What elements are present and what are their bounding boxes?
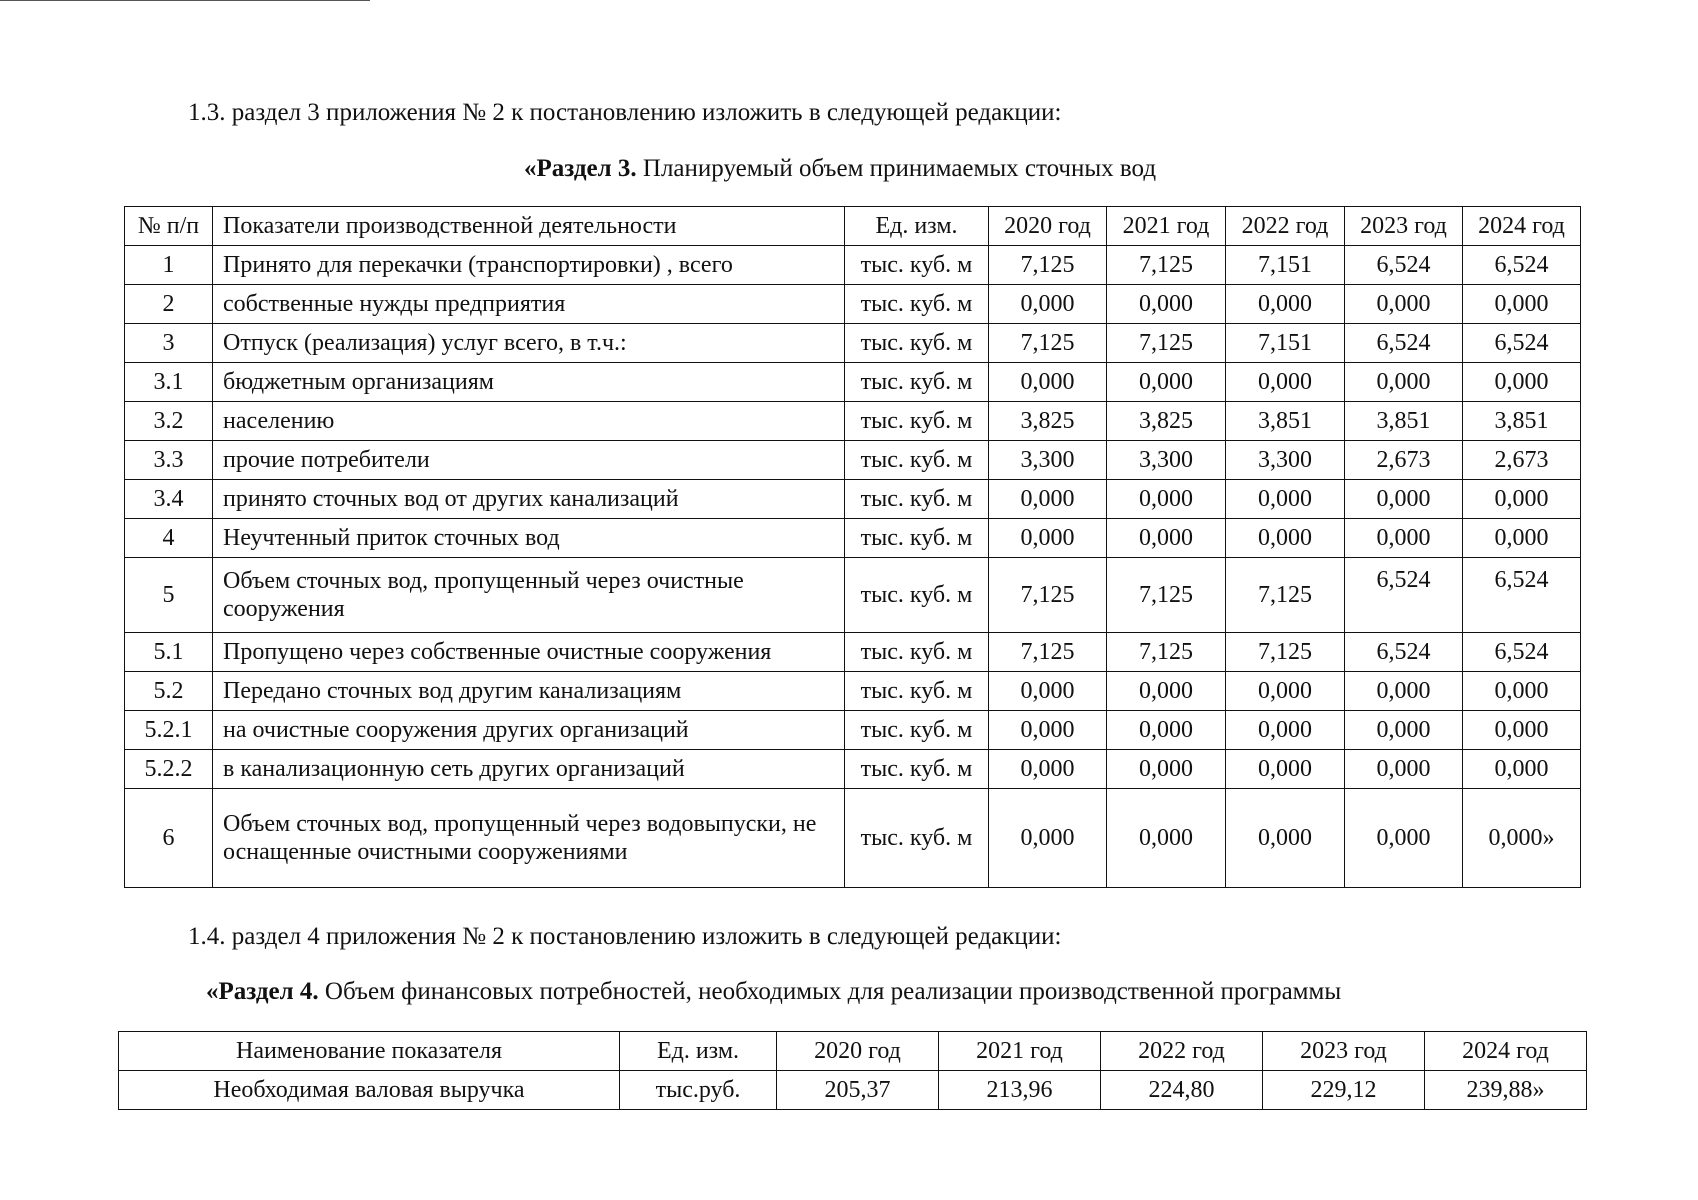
value-2024: 2,673 (1463, 441, 1581, 480)
row-unit: тыс. куб. м (845, 324, 989, 363)
value-2022: 0,000 (1226, 789, 1345, 888)
scan-artifact-line (0, 0, 370, 1)
value-2021: 7,125 (1107, 324, 1226, 363)
header-indicator-name: Наименование показателя (119, 1032, 620, 1071)
value-2024: 6,524 (1463, 558, 1581, 633)
value-2022: 7,125 (1226, 633, 1345, 672)
row-unit: тыс.руб. (620, 1071, 777, 1110)
row-unit: тыс. куб. м (845, 633, 989, 672)
value-2024: 239,88» (1425, 1071, 1587, 1110)
table-row (125, 480, 1581, 519)
row-name: в канализационную сеть других организаций (213, 750, 845, 789)
row-unit: тыс. куб. м (845, 246, 989, 285)
table-row (125, 285, 1581, 324)
row-num: 3.1 (125, 363, 213, 402)
value-2022: 7,151 (1226, 246, 1345, 285)
value-2023: 0,000 (1345, 789, 1463, 888)
row-unit: тыс. куб. м (845, 711, 989, 750)
header-unit: Ед. изм. (845, 207, 989, 246)
value-2020: 205,37 (777, 1071, 939, 1110)
value-2020: 0,000 (989, 672, 1107, 711)
header-2023: 2023 год (1263, 1032, 1425, 1071)
value-2021: 0,000 (1107, 750, 1226, 789)
section-4-title (206, 977, 1341, 1007)
value-2024: 0,000 (1463, 750, 1581, 789)
value-2020: 3,300 (989, 441, 1107, 480)
table-row (125, 441, 1581, 480)
value-2021: 0,000 (1107, 285, 1226, 324)
row-name: на очистные сооружения других организаций (213, 711, 845, 750)
section-3-title-bold: «Раздел 3. (524, 155, 637, 182)
value-2023: 6,524 (1345, 324, 1463, 363)
value-2020: 0,000 (989, 285, 1107, 324)
row-num: 5.1 (125, 633, 213, 672)
table-row (125, 750, 1581, 789)
value-2020: 0,000 (989, 711, 1107, 750)
table-row (125, 402, 1581, 441)
value-2020: 7,125 (989, 558, 1107, 633)
value-2021: 0,000 (1107, 711, 1226, 750)
value-2023: 2,673 (1345, 441, 1463, 480)
value-2020: 7,125 (989, 246, 1107, 285)
section-1-3-paragraph: 1.3. раздел 3 приложения № 2 к постановлению изложить в следующей редакции: (188, 99, 1062, 126)
header-2022: 2022 год (1101, 1032, 1263, 1071)
table-header-row (119, 1032, 1587, 1071)
value-2023: 0,000 (1345, 480, 1463, 519)
header-2024: 2024 год (1463, 207, 1581, 246)
value-2022: 0,000 (1226, 363, 1345, 402)
table-row (125, 246, 1581, 285)
row-num: 6 (125, 789, 213, 888)
value-2021: 3,825 (1107, 402, 1226, 441)
row-name: собственные нужды предприятия (213, 285, 845, 324)
row-name: Пропущено через собственные очистные сооружения (213, 633, 845, 672)
section-1-4-paragraph: 1.4. раздел 4 приложения № 2 к постановлению изложить в следующей редакции: (188, 923, 1062, 950)
value-2024: 6,524 (1463, 246, 1581, 285)
table-row (119, 1071, 1587, 1110)
header-2021: 2021 год (939, 1032, 1101, 1071)
value-2021: 213,96 (939, 1071, 1101, 1110)
header-2020: 2020 год (777, 1032, 939, 1071)
header-2024: 2024 год (1425, 1032, 1587, 1071)
table-row (125, 363, 1581, 402)
row-name: принято сточных вод от других канализаций (213, 480, 845, 519)
row-num: 5.2 (125, 672, 213, 711)
value-2021: 0,000 (1107, 480, 1226, 519)
row-num: 3.4 (125, 480, 213, 519)
header-2020: 2020 год (989, 207, 1107, 246)
value-2024: 0,000 (1463, 672, 1581, 711)
row-unit: тыс. куб. м (845, 402, 989, 441)
value-2023: 0,000 (1345, 711, 1463, 750)
header-unit: Ед. изм. (620, 1032, 777, 1071)
value-2023: 3,851 (1345, 402, 1463, 441)
value-2024: 0,000 (1463, 285, 1581, 324)
financial-needs-table (118, 1031, 1587, 1110)
table-row (125, 789, 1581, 888)
row-num: 5 (125, 558, 213, 633)
value-2021: 7,125 (1107, 558, 1226, 633)
section-3-title-text: Планируемый объем принимаемых сточных вод (636, 155, 1157, 182)
row-num: 3 (125, 324, 213, 363)
table-row (125, 324, 1581, 363)
value-2022: 0,000 (1226, 672, 1345, 711)
section-4-title-text: Объем финансовых потребностей, необходимых для реализации производственной программы (318, 978, 1342, 1005)
row-name: прочие потребители (213, 441, 845, 480)
row-num: 4 (125, 519, 213, 558)
table-header-row (125, 207, 1581, 246)
row-unit: тыс. куб. м (845, 519, 989, 558)
header-2021: 2021 год (1107, 207, 1226, 246)
value-2024: 0,000 (1463, 711, 1581, 750)
value-2023: 229,12 (1263, 1071, 1425, 1110)
value-2022: 0,000 (1226, 750, 1345, 789)
value-2021: 7,125 (1107, 633, 1226, 672)
value-2020: 0,000 (989, 480, 1107, 519)
row-name: Объем сточных вод, пропущенный через очистные сооружения (213, 558, 845, 633)
row-name: Объем сточных вод, пропущенный через водовыпуски, не оснащенные очистными сооружениями (213, 789, 845, 888)
value-2021: 0,000 (1107, 363, 1226, 402)
value-2023: 0,000 (1345, 750, 1463, 789)
value-2021: 0,000 (1107, 789, 1226, 888)
row-unit: тыс. куб. м (845, 363, 989, 402)
wastewater-volume-table (124, 206, 1581, 888)
row-num: 5.2.2 (125, 750, 213, 789)
row-name: Необходимая валовая выручка (119, 1071, 620, 1110)
row-num: 3.2 (125, 402, 213, 441)
value-2023: 6,524 (1345, 246, 1463, 285)
value-2022: 0,000 (1226, 480, 1345, 519)
value-2024: 0,000 (1463, 363, 1581, 402)
row-unit: тыс. куб. м (845, 750, 989, 789)
header-2022: 2022 год (1226, 207, 1345, 246)
value-2022: 0,000 (1226, 519, 1345, 558)
row-unit: тыс. куб. м (845, 480, 989, 519)
table-row (125, 633, 1581, 672)
row-unit: тыс. куб. м (845, 558, 989, 633)
value-2023: 0,000 (1345, 672, 1463, 711)
value-2022: 0,000 (1226, 711, 1345, 750)
value-2020: 0,000 (989, 363, 1107, 402)
value-2024: 0,000» (1463, 789, 1581, 888)
value-2023: 6,524 (1345, 558, 1463, 633)
row-unit: тыс. куб. м (845, 441, 989, 480)
row-name: населению (213, 402, 845, 441)
value-2020: 0,000 (989, 519, 1107, 558)
section-4-title-bold: «Раздел 4. (206, 978, 319, 1005)
row-name: бюджетным организациям (213, 363, 845, 402)
value-2024: 6,524 (1463, 324, 1581, 363)
value-2020: 0,000 (989, 789, 1107, 888)
row-name: Передано сточных вод другим канализациям (213, 672, 845, 711)
value-2024: 0,000 (1463, 480, 1581, 519)
header-indicator: Показатели производственной деятельности (213, 207, 845, 246)
value-2021: 0,000 (1107, 519, 1226, 558)
value-2020: 3,825 (989, 402, 1107, 441)
row-name: Принято для перекачки (транспортировки) , всего (213, 246, 845, 285)
value-2022: 3,851 (1226, 402, 1345, 441)
row-name: Отпуск (реализация) услуг всего, в т.ч.: (213, 324, 845, 363)
value-2024: 3,851 (1463, 402, 1581, 441)
value-2024: 0,000 (1463, 519, 1581, 558)
row-unit: тыс. куб. м (845, 789, 989, 888)
header-2023: 2023 год (1345, 207, 1463, 246)
value-2023: 0,000 (1345, 519, 1463, 558)
row-num: 2 (125, 285, 213, 324)
value-2021: 3,300 (1107, 441, 1226, 480)
row-unit: тыс. куб. м (845, 672, 989, 711)
value-2021: 7,125 (1107, 246, 1226, 285)
value-2020: 7,125 (989, 324, 1107, 363)
row-unit: тыс. куб. м (845, 285, 989, 324)
value-2022: 7,125 (1226, 558, 1345, 633)
value-2022: 3,300 (1226, 441, 1345, 480)
table-row (125, 672, 1581, 711)
section-3-title (524, 154, 1156, 184)
value-2023: 0,000 (1345, 285, 1463, 324)
value-2022: 224,80 (1101, 1071, 1263, 1110)
row-name: Неучтенный приток сточных вод (213, 519, 845, 558)
header-num: № п/п (125, 207, 213, 246)
row-num: 3.3 (125, 441, 213, 480)
value-2023: 0,000 (1345, 363, 1463, 402)
table-row (125, 558, 1581, 633)
value-2020: 7,125 (989, 633, 1107, 672)
value-2022: 0,000 (1226, 285, 1345, 324)
row-num: 5.2.1 (125, 711, 213, 750)
value-2021: 0,000 (1107, 672, 1226, 711)
value-2023: 6,524 (1345, 633, 1463, 672)
table-row (125, 519, 1581, 558)
table-row (125, 711, 1581, 750)
value-2022: 7,151 (1226, 324, 1345, 363)
value-2020: 0,000 (989, 750, 1107, 789)
value-2024: 6,524 (1463, 633, 1581, 672)
row-num: 1 (125, 246, 213, 285)
